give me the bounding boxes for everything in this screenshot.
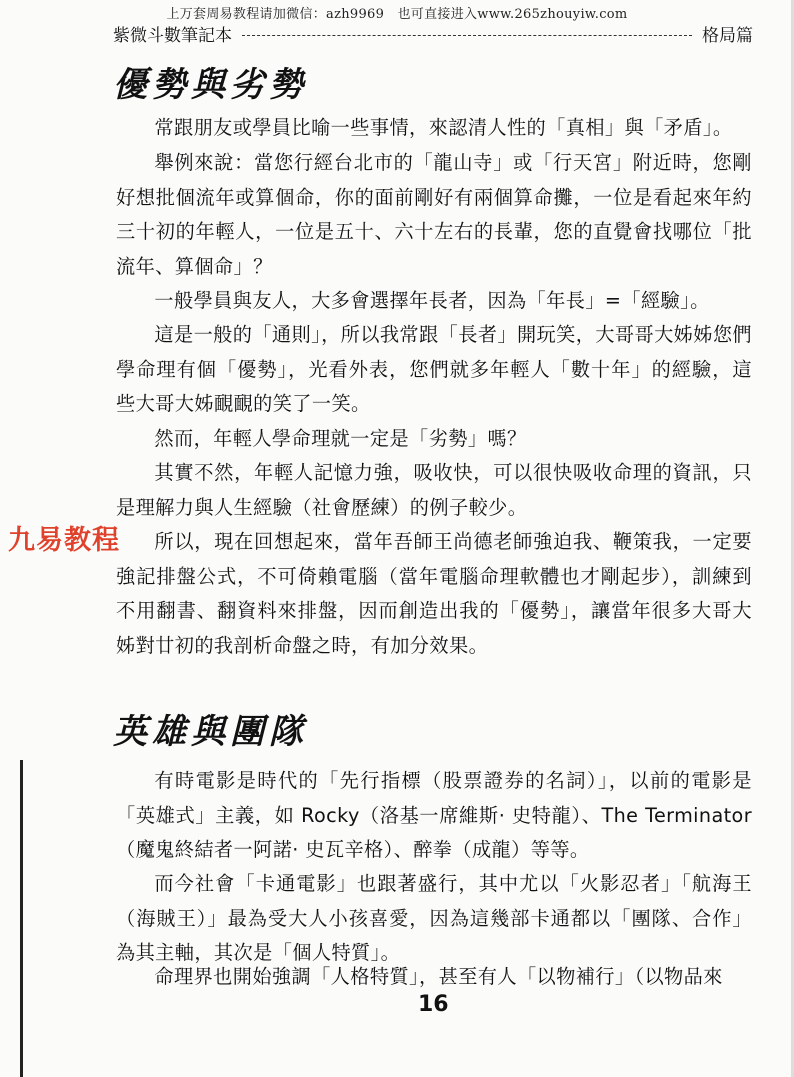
section-title-heroes: 英雄與團隊 [113,712,308,752]
paragraph: 一般學員與友人，大多會選擇年長者，因為「年長」=「經驗」。 [154,289,710,312]
running-header [113,18,753,48]
scan-margin-line [20,760,23,1077]
paragraph: 常跟朋友或學員比喻一些事情，來認清人性的「真相」與「矛盾」。 [154,116,733,139]
page-number: 16 [418,992,449,1017]
watermark-text: 上万套周易教程请加微信：azh9969 也可直接进入www.265zhouyiw.com [166,7,628,22]
side-watermark-label: 九易教程 [8,525,120,556]
paragraph: 舉例來說：當您行經台北市的「龍山寺」或「行天宮」附近時，您剛好想批個流年或算個命，你的面前剛好有兩個算命攤，一位是看起來年約三十初的年輕人，一位是五十、六十左右的長輩，您的直覺會找哪位「批流年、算個命」？ [116,151,752,278]
paragraph: 這是一般的「通則」，所以我常跟「長者」開玩笑，大哥哥大姊姊您們學命理有個「優勢」，光看外表，您們就多年輕人「數十年」的經驗，這些大哥大姊靦靦的笑了一笑。 [116,323,753,415]
book-title: 紫微斗數筆記本 [113,25,232,46]
paragraph: 所以，現在回想起來，當年吾師王尚德老師強迫我、鞭策我，一定要強記排盤公式，不可倚賴電腦（當年電腦命理軟體也才剛起步），訓練到不用翻書、翻資料來排盤，因而創造出我的「優勢」，讓當年很多大哥大姊對廿初的我剖析命盤之時，有加分效果。 [116,530,752,657]
header-dashed-rule [242,35,692,36]
paragraph: 而今社會「卡通電影」也跟著盛行，其中尤以「火影忍者」「航海王（海賊王）」最為受大人小孩喜愛，因為這幾部卡通都以「團隊、合作」為其主軸，其次是「個人特質」。 [116,872,752,964]
paragraph: 然而，年輕人學命理就一定是「劣勢」嗎？ [154,427,527,450]
paragraph: 命理界也開始強調「人格特質」，甚至有人「以物補行」（以物品來 [154,965,723,988]
paragraph: 有時電影是時代的「先行指標（股票證券的名詞）」，以前的電影是「英雄式」主義，如 Rocky（洛基一席維斯· 史特龍）、The Terminator（魔鬼終結者一阿諾· 史瓦辛格）、醉拳（成龍）等等。 [116,769,752,861]
section-title-advantage: 優勢與劣勢 [113,65,308,105]
paragraph: 其實不然，年輕人記憶力強，吸收快，可以很快吸收命理的資訊，只是理解力與人生經驗（社會歷練）的例子較少。 [116,461,752,519]
chapter-label: 格局篇 [702,25,753,46]
